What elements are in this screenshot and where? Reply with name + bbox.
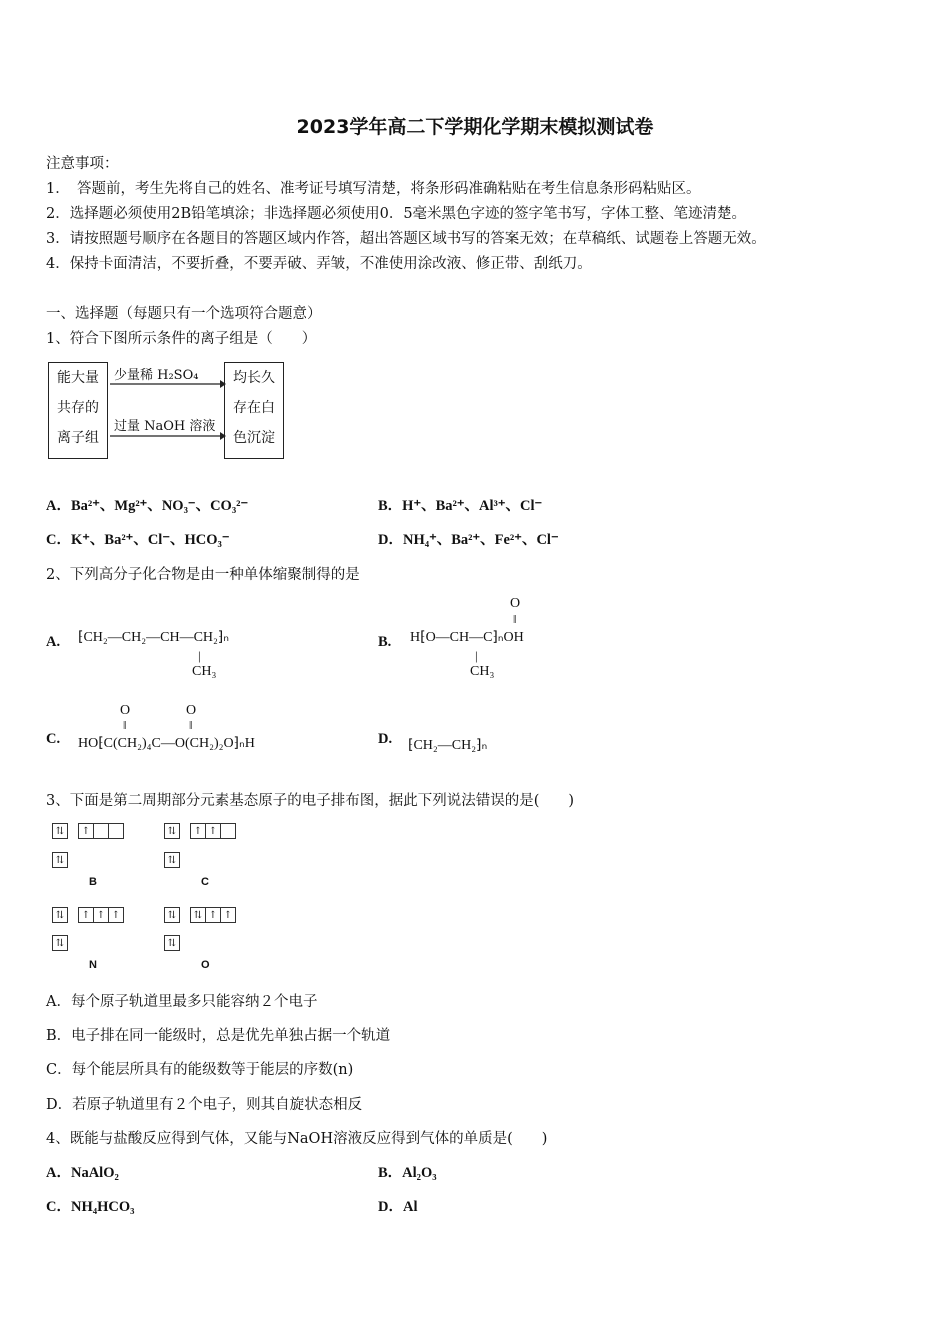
q2-structure-b-top: O <box>510 596 521 611</box>
orbital-cell: ↑ <box>190 823 206 839</box>
orbital-cell: ↑ <box>205 907 221 923</box>
q4-option-d: D．Al <box>378 1199 418 1215</box>
flow-arrow-bottom-label: 过量 NaOH 溶液 <box>114 419 216 434</box>
notes-heading: 注意事项： <box>46 156 119 172</box>
q2-structure-b: H⁅O—CH—C⁆ₙOH <box>410 630 524 645</box>
orbital-label: B <box>89 876 97 888</box>
q2-option-d-label: D. <box>378 731 393 747</box>
q2-structure-a: ⁅CH₂—CH₂—CH—CH₂⁆ₙ <box>78 630 229 645</box>
note-item: 2．选择题必须使用2B铅笔填涂；非选择题必须使用0．5毫米黑色字迹的签字笔书写，字体工整、笔迹清楚。 <box>46 206 747 222</box>
orbital-cell: ↑ <box>205 823 221 839</box>
question-3-stem: 3、下面是第二周期部分元素基态原子的电子排布图，据此下列说法错误的是( ) <box>46 793 575 809</box>
orbital-cell: ↑ <box>78 907 94 923</box>
orbital-cell: ⇅ <box>52 907 68 923</box>
q3-option-c: C．每个能层所具有的能级数等于能层的序数(n) <box>46 1062 354 1078</box>
question-2-stem: 2、下列高分子化合物是由一种单体缩聚制得的是 <box>46 567 360 583</box>
q2-structure-b-sub: CH₃ <box>470 664 495 679</box>
orbital-cell: ⇅ <box>52 852 68 868</box>
page-title: 2023学年高二下学期化学期末模拟测试卷 <box>296 116 654 138</box>
orbital-cell: ↑ <box>220 907 236 923</box>
orbital-cell <box>93 823 109 839</box>
q4-option-b: B．Al₂O₃ <box>378 1165 437 1181</box>
q3-option-a: A．每个原子轨道里最多只能容纳２个电子 <box>46 994 318 1010</box>
q2-structure-a-sub: CH₃ <box>192 664 217 679</box>
q3-option-b: B．电子排在同一能级时，总是优先单独占据一个轨道 <box>46 1028 391 1044</box>
q2-structure-d: ⁅CH₂—CH₂⁆ₙ <box>408 738 488 753</box>
flow-box-right-line: 均长久 <box>233 370 275 386</box>
question-4-stem: 4、既能与盐酸反应得到气体，又能与NaOH溶液反应得到气体的单质是( ) <box>46 1131 548 1147</box>
q1-option-d: D．NH₄⁺、Ba²⁺、Fe²⁺、Cl⁻ <box>378 532 559 548</box>
q4-option-c: C．NH₄HCO₃ <box>46 1199 135 1215</box>
q4-option-a: A．NaAlO₂ <box>46 1165 119 1181</box>
q2-structure-c: HO⁅C(CH₂)₄C—O(CH₂)₂O⁆ₙH <box>78 736 255 751</box>
flow-box-right-line: 色沉淀 <box>233 430 275 446</box>
flow-arrows <box>108 362 226 457</box>
orbital-label: C <box>201 876 209 888</box>
orbital-cell <box>108 823 124 839</box>
flow-box-right-line: 存在白 <box>233 400 275 416</box>
q2-option-c-label: C. <box>46 731 61 747</box>
orbital-cell: ⇅ <box>164 852 180 868</box>
flow-box-left <box>48 362 108 459</box>
q2-structure-c-top1: O <box>120 703 131 718</box>
flow-arrow-top-label: 少量稀 H₂SO₄ <box>114 368 199 383</box>
orbital-cell: ⇅ <box>164 935 180 951</box>
q2-structure-c-dbond: ‖ <box>123 718 127 732</box>
q1-option-c: C．K⁺、Ba²⁺、Cl⁻、HCO₃⁻ <box>46 532 230 548</box>
orbital-cell: ⇅ <box>164 907 180 923</box>
flow-box-left-line: 能大量 <box>57 370 99 386</box>
q2-option-a-label: A. <box>46 634 61 650</box>
orbital-cell: ⇅ <box>190 907 206 923</box>
orbital-cell: ↑ <box>78 823 94 839</box>
q2-structure-b-bond: | <box>475 648 478 663</box>
orbital-cell <box>220 823 236 839</box>
orbital-cell: ⇅ <box>52 823 68 839</box>
orbital-label: N <box>89 959 97 971</box>
q1-option-b: B．H⁺、Ba²⁺、Al³⁺、Cl⁻ <box>378 498 543 514</box>
flow-box-left-line: 共存的 <box>57 400 99 416</box>
q2-structure-c-dbond: ‖ <box>189 718 193 732</box>
q1-option-a: A．Ba²⁺、Mg²⁺、NO₃⁻、CO₃²⁻ <box>46 498 249 514</box>
q2-structure-b-dbond: ‖ <box>513 612 517 626</box>
q2-structure-a-bond: | <box>198 648 201 663</box>
section-heading: 一、选择题（每题只有一个选项符合题意） <box>46 306 322 322</box>
question-1-stem: 1、符合下图所示条件的离子组是（ ） <box>46 331 317 347</box>
q2-option-b-label: B. <box>378 634 392 650</box>
flow-box-right <box>224 362 284 459</box>
q3-option-d: D．若原子轨道里有２个电子，则其自旋状态相反 <box>46 1097 363 1113</box>
flow-box-left-line: 离子组 <box>57 430 99 446</box>
orbital-cell: ⇅ <box>52 935 68 951</box>
orbital-cell: ↑ <box>93 907 109 923</box>
q2-structure-c-top2: O <box>186 703 197 718</box>
q1-flow-diagram <box>48 362 288 460</box>
orbital-cell: ↑ <box>108 907 124 923</box>
note-item: 4．保持卡面清洁，不要折叠，不要弄破、弄皱，不准使用涂改液、修正带、刮纸刀。 <box>46 256 592 272</box>
orbital-cell: ⇅ <box>164 823 180 839</box>
orbital-label: O <box>201 959 210 971</box>
note-item: 1． 答题前，考生先将自己的姓名、准考证号填写清楚，将条形码准确粘贴在考生信息条形码粘贴区。 <box>46 181 701 197</box>
note-item: 3．请按照题号顺序在各题目的答题区域内作答，超出答题区域书写的答案无效；在草稿纸、试题卷上答题无效。 <box>46 231 766 247</box>
